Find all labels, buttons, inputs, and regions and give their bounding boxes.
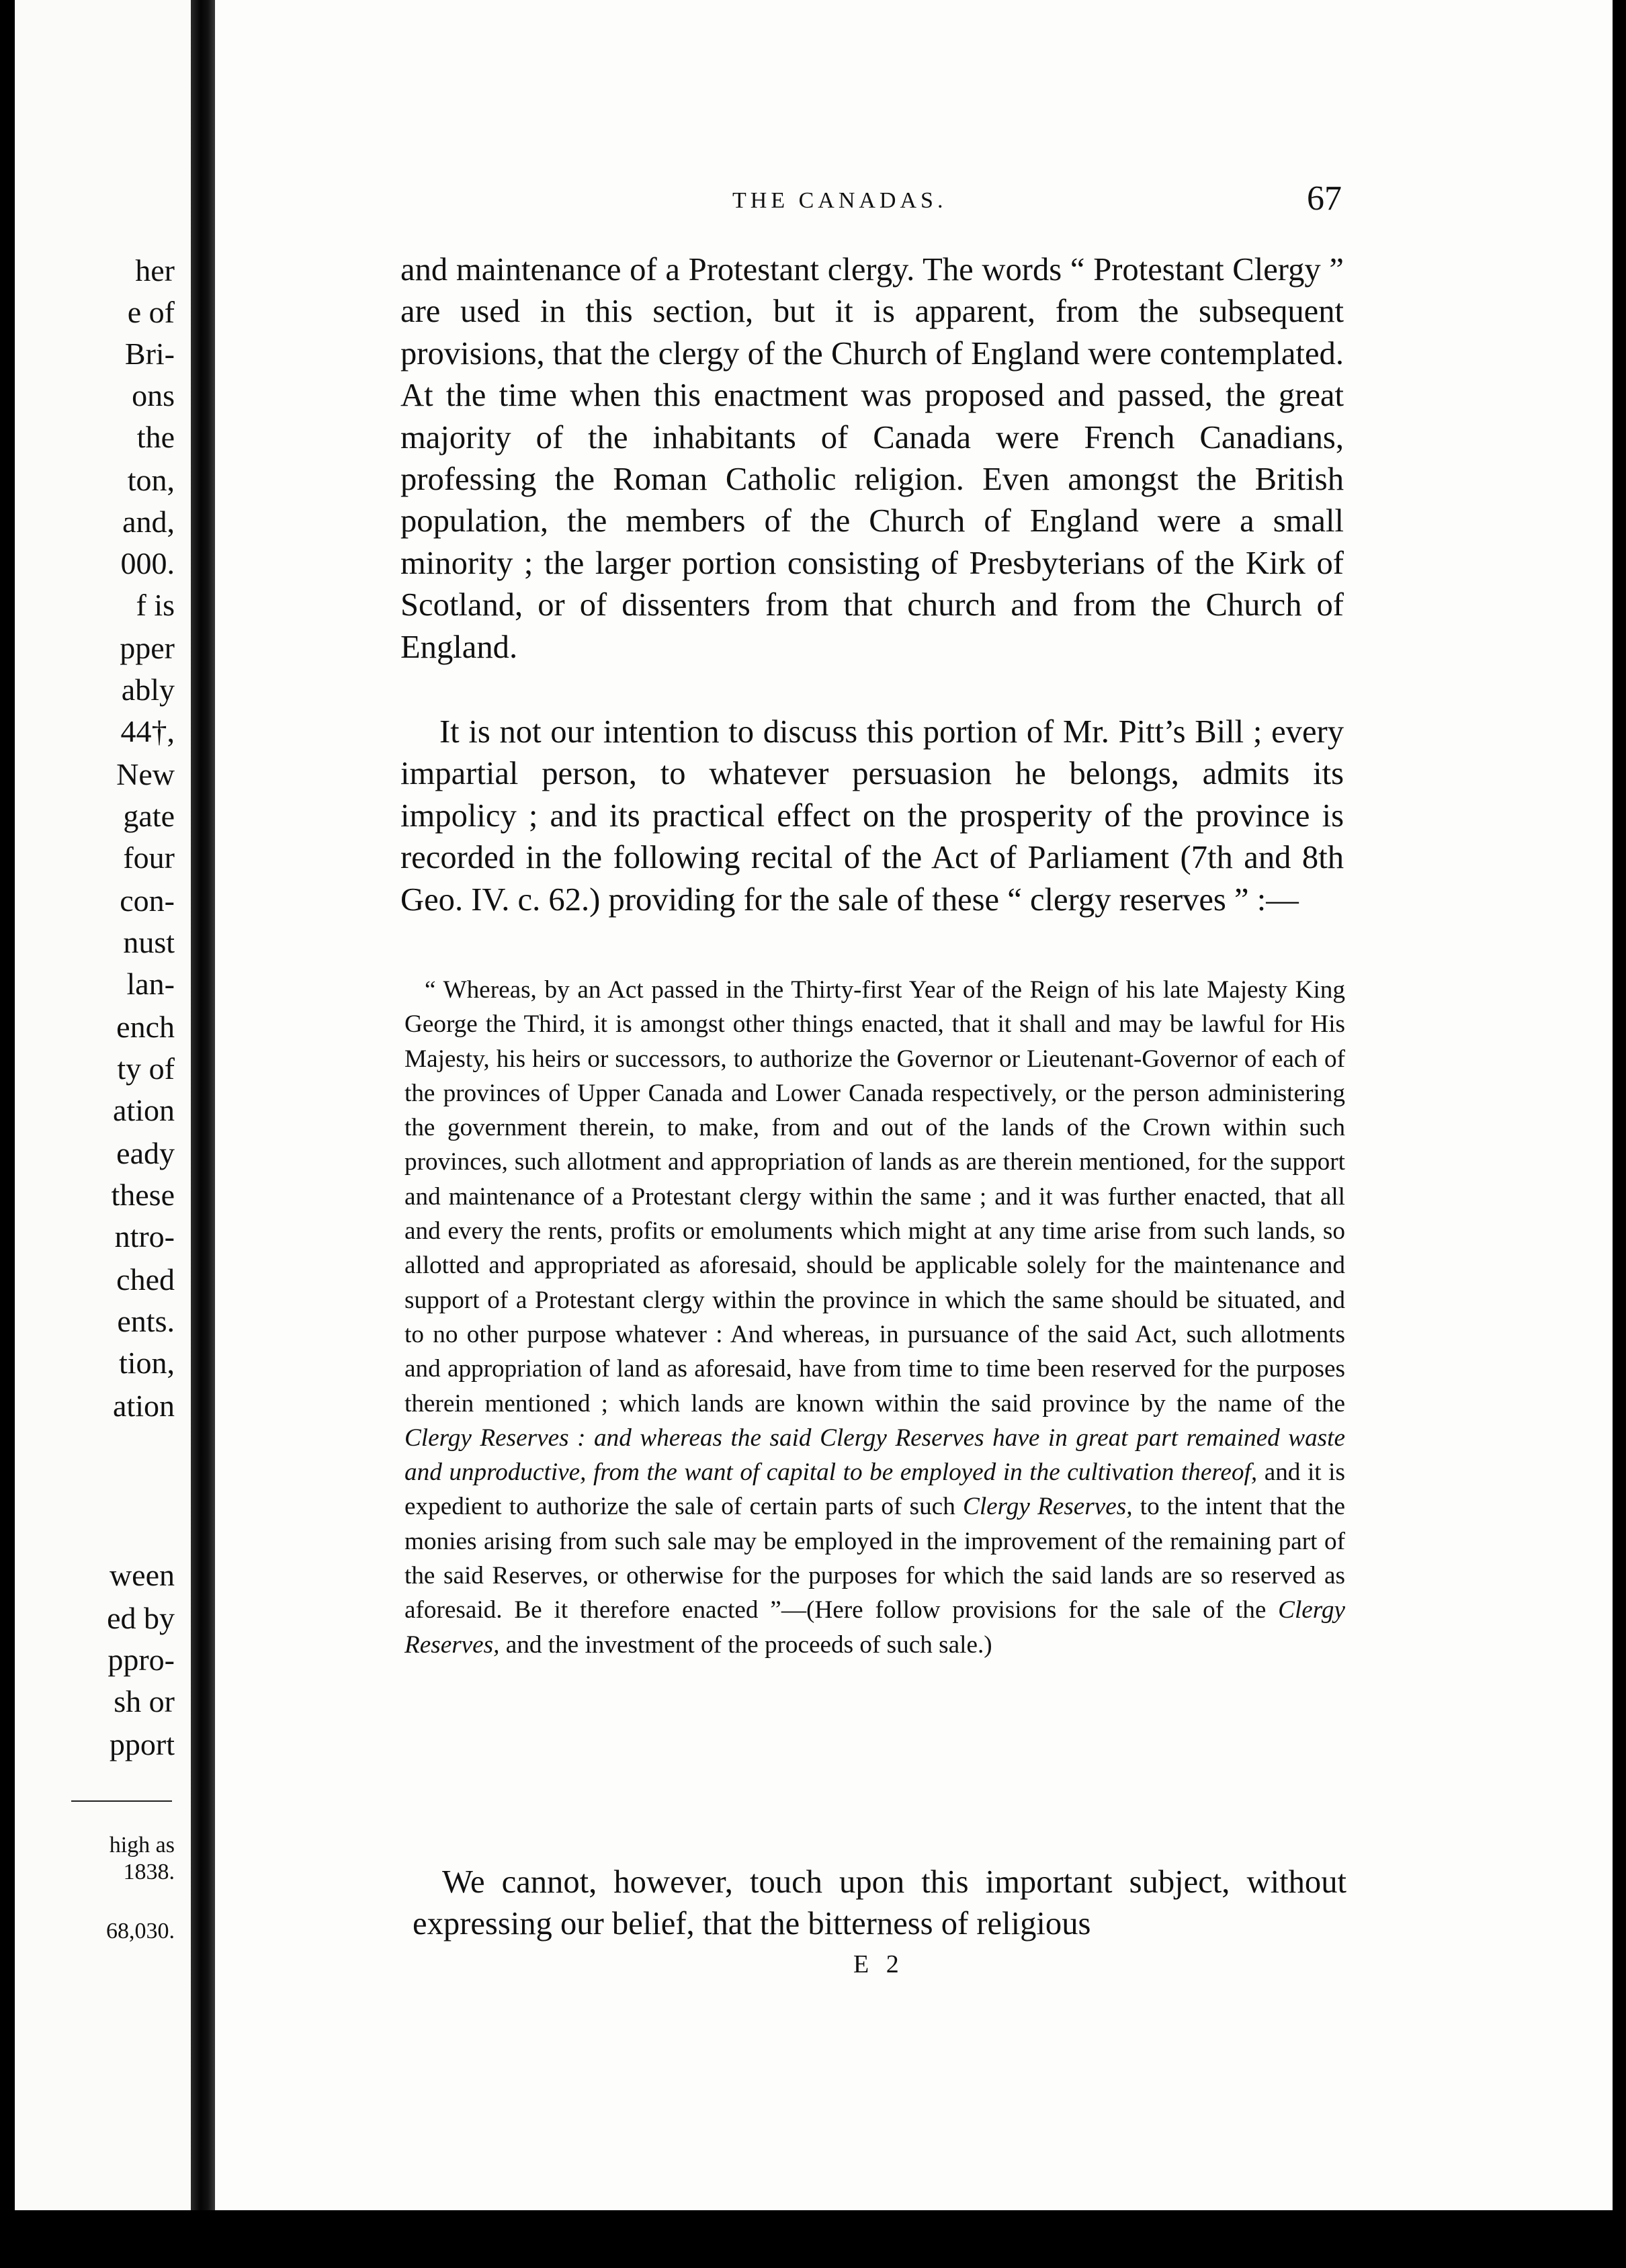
paragraph: and maintenance of a Protestant clergy. The words “ Protestant Clergy ” are used in this section, but it is apparent, from the subsequent provisions, that the clergy of the Church of England were contemplated. At the time when this enactment was proposed and passed, the great majority of the inhabitants of Canada were French Canadians, professing the Roman Catholic religion. Even amongst the British population, the members of the Church of England were a small minority ; the larger portion consisting of Presbyterians of the Kirk of Scotland, or of dissenters from that church and from the Church of England. [400, 251, 1344, 665]
fragment-line: f is [136, 588, 175, 622]
quote-text: to the intent that the monies arising from such sale may be employed in the improvement of the remaining part of the said Reserves, or otherwise for the purposes for which the said lands are so reserved as aforesaid. Be it therefore enacted ”—(Here follow provisions for the sale of the [404, 1493, 1345, 1624]
fragment-line: gate [123, 799, 175, 833]
fragment-line: e of [127, 295, 175, 329]
quote-italic: Clergy Reserves, [963, 1493, 1133, 1521]
fragment-line: ation [113, 1093, 175, 1127]
quote-text: “ Whereas, by an Act passed in the Thirty-first Year of the Reign of his late Majesty King George the Third, it is amongst other things enacted, that it shall and may be lawful for His Majesty, his heirs or successors, to authorize the Governor or Lieutenant-Governor of each of the provinces of Upper Canada and Lower Canada respectively, or the person administering the government therein, to make, from and out of the lands of the Crown within such provinces, such allotment and appropriation of lands as are therein mentioned, for the support and maintenance of a Protestant clergy within the same ; and it was further enacted, that all and every the rents, profits or emoluments which might at any time arise from such lands, so allotted and appropriated as aforesaid, should be applicable solely for the maintenance and support of a Protestant clergy within the province in which the same should be situated, and to no other purpose whatever : And whereas, in pursuance of the said Act, such allotments and appropriation of land as aforesaid, have from time to time been reserved for the purposes therein mentioned ; which lands are known within the said province by the name of the [404, 976, 1345, 1418]
fragment-line: New [116, 757, 175, 791]
fragment-line: ween [109, 1558, 175, 1592]
fragment-line: Bri- [124, 337, 175, 371]
fragment-line: con- [120, 883, 175, 918]
signature-mark: E 2 [853, 1950, 904, 1978]
scan-border-left [0, 0, 15, 2268]
fragment-line: ench [116, 1010, 175, 1044]
fragment-line: ppro- [108, 1643, 175, 1677]
fragment-line: pper [120, 631, 175, 665]
book-gutter [191, 0, 215, 2268]
paragraph: We cannot, however, touch upon this important subject, without expressing our belief, that the bitterness of religious [413, 1864, 1346, 1942]
fragment-line: tion, [118, 1346, 175, 1380]
fragment-line: the [136, 420, 175, 454]
fragment-line: ation [113, 1389, 175, 1423]
fragment-line: ons [132, 378, 175, 412]
footnote-rule [71, 1800, 172, 1802]
quote-text: and the investment of the proceeds of such sale.) [499, 1630, 992, 1659]
facing-page-fragment [15, 0, 191, 2268]
footnote-line: 68,030. [106, 1919, 175, 1944]
fragment-line: ntro- [114, 1219, 175, 1254]
scan-border-right [1613, 0, 1626, 2268]
fragment-line: eady [116, 1136, 175, 1170]
footnote-line: high as [109, 1833, 175, 1858]
scan-border-bottom [0, 2210, 1626, 2268]
paragraph: It is not our intention to discuss this portion of Mr. Pitt’s Bill ; every impartial person, to whatever persuasion he belongs, admits its impolicy ; and its practical effect on the prosperity of the province is recorded in the following recital of the Act of Parliament (7th and 8th Geo. IV. c. 62.) providing for the sale of these “ clergy reserves ” :— [400, 713, 1344, 918]
running-head: THE CANADAS. [732, 188, 947, 213]
fragment-line: 44†, [120, 714, 175, 748]
fragment-line: 000. [120, 546, 175, 580]
fragment-line: ty of [117, 1051, 175, 1086]
fragment-line: ed by [107, 1601, 175, 1635]
fragment-line: and, [122, 505, 175, 539]
fragment-line: ton, [127, 463, 175, 497]
fragment-line: ably [121, 672, 175, 707]
quote-italic: Clergy Reserves, [404, 1596, 1345, 1659]
fragment-line: ched [116, 1262, 175, 1297]
fragment-line: four [123, 840, 175, 875]
fragment-line: lan- [126, 967, 175, 1001]
quote-italic: Clergy Reserves : and whereas the said Clergy Reserves have in great part remained waste and unproductive, from the want of capital to be employed in the cultivation thereof, [404, 1424, 1345, 1487]
fragment-line: sh or [114, 1684, 175, 1718]
quote-text: and it is expedient to authorize the sale of certain parts of such [404, 1458, 1345, 1521]
fragment-line: these [111, 1178, 175, 1212]
page-number: 67 [1307, 179, 1342, 218]
fragment-line: pport [109, 1727, 175, 1761]
block-quote [404, 973, 1345, 1662]
fragment-line: ents. [117, 1304, 175, 1338]
footnote-line: 1838. [123, 1860, 175, 1884]
fragment-line: her [135, 253, 175, 288]
fragment-line: nust [123, 925, 175, 959]
